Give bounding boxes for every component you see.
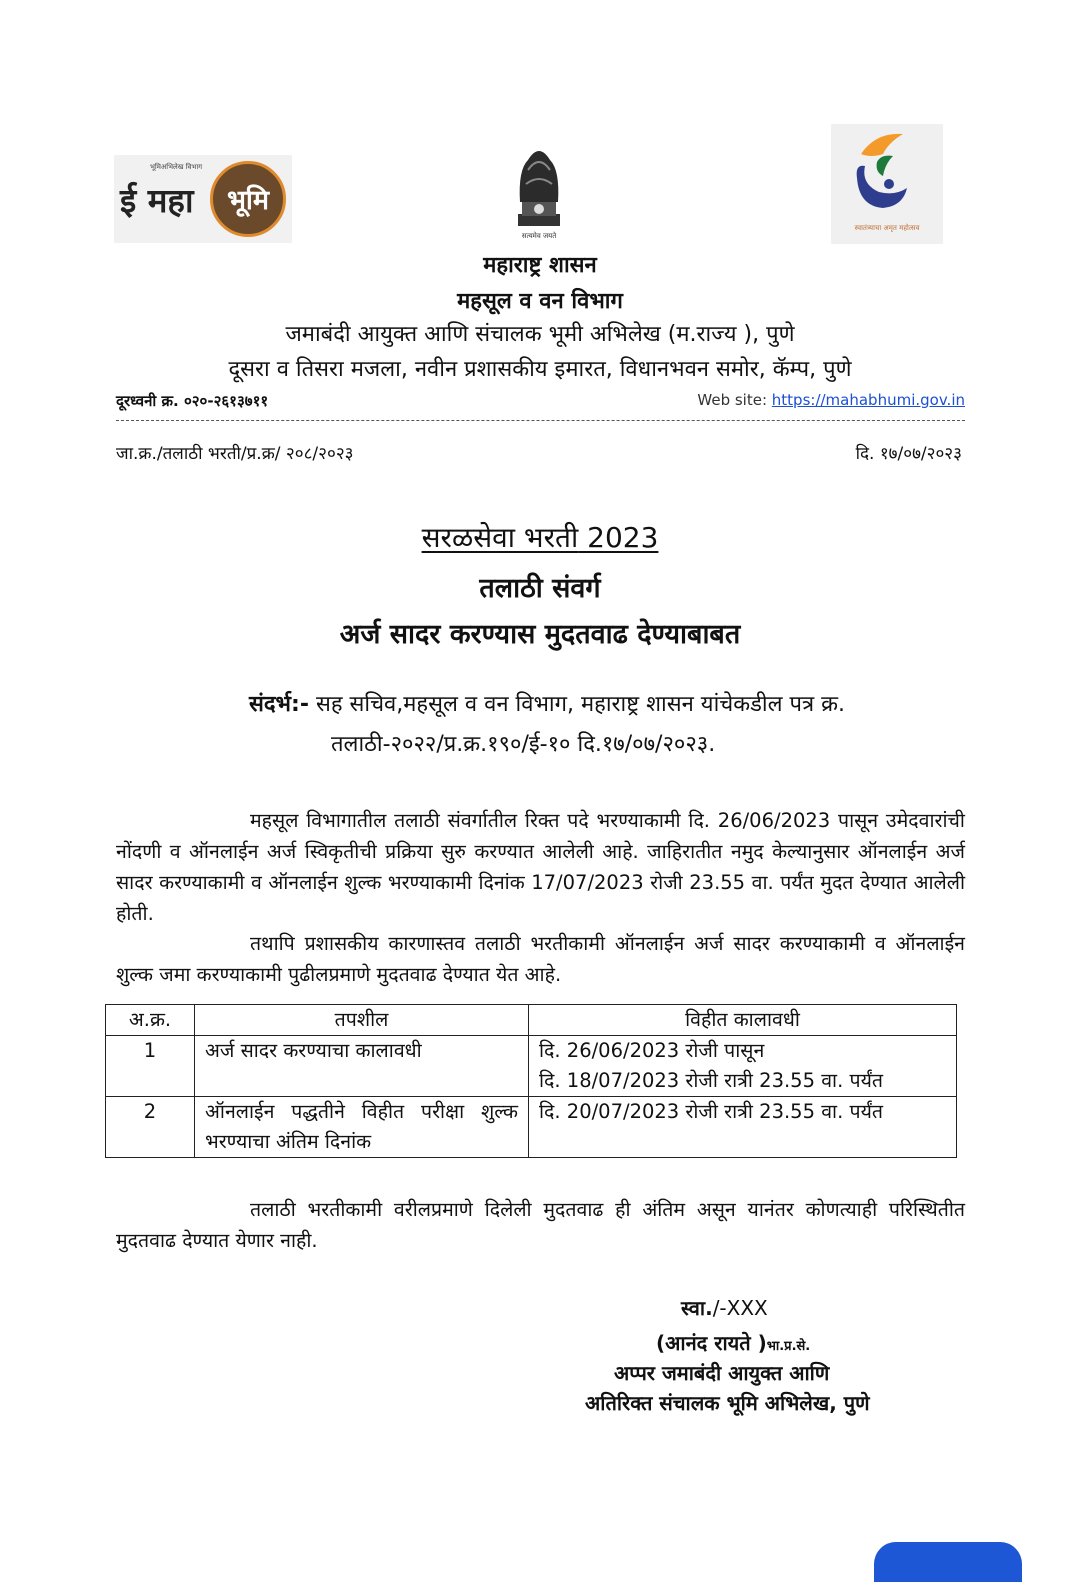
table-row	[106, 1036, 957, 1097]
website	[697, 391, 965, 409]
title-year: 2023	[578, 521, 659, 554]
table-cell-period	[529, 1097, 957, 1158]
table-cell-detail: अर्ज सादर करण्याचा कालावधी	[195, 1036, 529, 1097]
title-line-1	[0, 518, 1080, 556]
reference-number: जा.क्र./तलाठी भरती/प्र.क्र/ २०८/२०२३	[116, 444, 354, 464]
subject-line: अर्ज सादर करण्यास मुदतवाढ देण्याबाबत	[339, 619, 741, 650]
table-cell-no: 2	[106, 1097, 195, 1158]
logo-right-caption: स्वातंत्र्याचा अमृत महोत्सव	[854, 224, 920, 232]
signatory-suffix: भा.प्र.से.	[766, 1339, 811, 1354]
table-header: तपशील	[195, 1005, 529, 1036]
signature-label: स्वा.	[681, 1296, 713, 1320]
mahabhumi-logo	[114, 155, 292, 243]
signatory-name	[656, 1329, 810, 1356]
phone-number: दूरध्वनी क्र. ०२०-२६१३७११	[116, 392, 269, 410]
schedule-table	[105, 1004, 957, 1158]
paragraph-2-text: तथापि प्रशासकीय कारणास्तव तलाठी भरतीकामी ऑनलाईन अर्ज सादर करण्याकामी व ऑनलाईन शुल्क जमा करण्याकामी पुढीलप्रमाणे मुदतवाढ देण्यात येत आहे.	[116, 932, 965, 986]
emblem-caption: सत्यमेव जयते	[521, 232, 557, 240]
paragraph-3-text: तलाठी भरतीकामी वरीलप्रमाणे दिलेली मुदतवाढ ही अंतिम असून यानंतर कोणत्याही परिस्थितीत मुदतवाढ देण्यात येणार नाही.	[116, 1198, 965, 1252]
reference-label: संदर्भ:-	[249, 692, 309, 717]
office-name: जमाबंदी आयुक्त आणि संचालक भूमी अभिलेख (म.राज्य ), पुणे	[285, 322, 795, 347]
table-cell-detail: ऑनलाईन पद्धतीने विहीत परीक्षा शुल्क भरण्याचा अंतिम दिनांक	[195, 1097, 529, 1158]
table-header: अ.क्र.	[106, 1005, 195, 1036]
logo-circle-text: भूमि	[226, 185, 270, 216]
paragraph-2	[116, 928, 965, 990]
title-recruitment: सरळसेवा भरती	[421, 521, 579, 554]
document-date: दि. १७/०७/२०२३	[855, 444, 962, 464]
header-divider	[116, 420, 965, 421]
national-emblem-icon	[508, 140, 570, 244]
table-header: विहीत कालावधी	[529, 1005, 957, 1036]
designation-line-1: अप्पर जमाबंदी आयुक्त आणि	[614, 1361, 830, 1385]
signatory-name-text: (आनंद रायते )	[656, 1331, 767, 1355]
floating-action-button[interactable]	[874, 1542, 1022, 1582]
amrit-mahotsav-logo	[831, 124, 943, 244]
website-label: Web site:	[697, 391, 772, 409]
table-row	[106, 1097, 957, 1158]
logo-prefix: ई महा	[120, 181, 194, 220]
paragraph-1	[116, 805, 965, 929]
table-cell-period	[529, 1036, 957, 1097]
logo-small-text: भूमिअभिलेख विभाग	[150, 163, 203, 171]
table-cell-no: 1	[106, 1036, 195, 1097]
reference-line-1	[249, 688, 845, 718]
department-name: महसूल व वन विभाग	[457, 289, 623, 314]
reference-line-2: तलाठी-२०२२/प्र.क्र.१९०/ई-१० दि.१७/०७/२०२३.	[331, 732, 716, 757]
logo-circle	[210, 161, 286, 237]
signature-value: /-XXX	[712, 1296, 768, 1320]
table-header-row	[106, 1005, 957, 1036]
period-line: दि. 26/06/2023 रोजी पासून	[539, 1039, 765, 1062]
title-line-2: तलाठी संवर्ग	[479, 573, 601, 604]
office-address: दूसरा व तिसरा मजला, नवीन प्रशासकीय इमारत, विधानभवन समोर, कॅम्प, पुणे	[228, 357, 852, 382]
reference-text: सह सचिव,महसूल व वन विभाग, महाराष्ट्र शासन यांचेकडील पत्र क्र.	[308, 692, 846, 717]
period-line: दि. 18/07/2023 रोजी रात्री 23.55 वा. पर्यंत	[539, 1069, 883, 1092]
designation-line-2: अतिरिक्त संचालक भूमि अभिलेख, पुणे	[585, 1391, 870, 1415]
govt-name: महाराष्ट्र शासन	[483, 253, 597, 278]
paragraph-1-text: महसूल विभागातील तलाठी संवर्गातील रिक्त पदे भरण्याकामी दि. 26/06/2023 पासून उमेदवारांची नोंदणी व ऑनलाईन अर्ज स्विकृतीची प्रक्रिया सुरु करण्यात आलेली आहे. जाहिरातीत नमुद केल्यानुसार ऑनलाईन अर्ज सादर करण्याकामी व ऑनलाईन शुल्क भरण्याकामी दिनांक 17/07/2023 रोजी 23.55 वा. पर्यंत मुदत देण्यात आलेली होती.	[116, 809, 965, 925]
paragraph-3	[116, 1194, 965, 1256]
website-link[interactable]: https://mahabhumi.gov.in	[771, 391, 965, 409]
signature-line	[681, 1294, 768, 1321]
period-line: दि. 20/07/2023 रोजी रात्री 23.55 वा. पर्यंत	[539, 1100, 883, 1123]
